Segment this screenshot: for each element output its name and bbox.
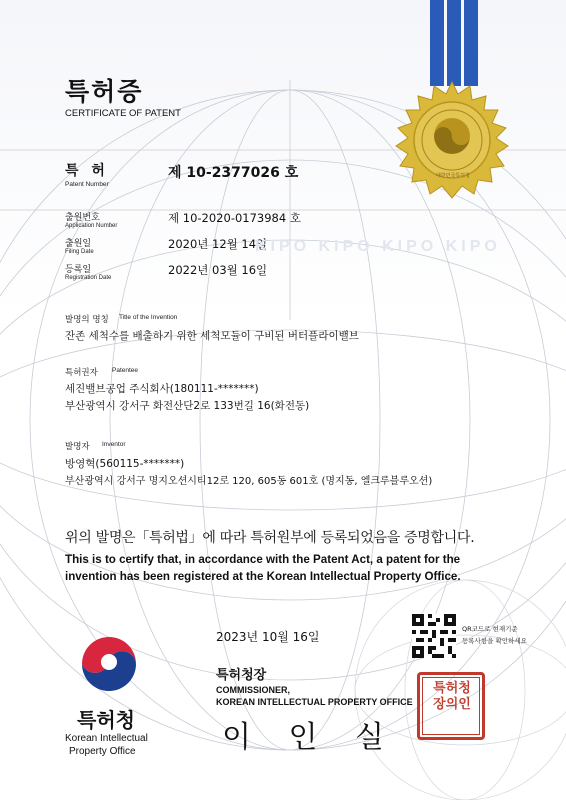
filing-label-en: Filing Date xyxy=(65,249,94,255)
kipo-watermark: KIPO KIPO KIPO KIPO xyxy=(255,238,501,255)
qr-caption-line1: QR코드로 현재기준 xyxy=(462,625,518,633)
kipo-logo-icon xyxy=(74,624,144,694)
commissioner-signature: 이 인 실 xyxy=(222,720,399,755)
application-label-ko: 출원번호 xyxy=(65,213,100,223)
inventor-address: 부산광역시 강서구 명지오션시티12로 120, 605동 601호 (명지동, 엘크루블루오션) xyxy=(65,476,433,487)
qr-code[interactable] xyxy=(412,614,456,658)
commissioner-title-en-line1: COMMISSIONER, xyxy=(216,685,291,695)
commissioner-title-ko: 특허청장 xyxy=(216,668,267,683)
registration-label-ko: 등록일 xyxy=(65,265,92,275)
patentee-label-en: Patentee xyxy=(112,367,139,374)
seal-text: 대한민국특허청 xyxy=(436,173,470,179)
certify-statement-ko: 위의 발명은「특허법」에 따라 특허원부에 등록되었음을 증명합니다. xyxy=(65,530,475,546)
qr-caption-line2: 등록사항을 확인하세요 xyxy=(462,637,527,645)
patentee-label-ko: 특허권자 xyxy=(65,368,98,378)
registration-label-en: Registration Date xyxy=(65,275,112,281)
patent-number: 제 10-2377026 호 xyxy=(168,165,299,181)
patent-label-en: Patent Number xyxy=(65,181,109,188)
filing-date: 2020년 12월 14일 xyxy=(168,237,268,251)
invention-label-en: Title of the Invention xyxy=(119,314,178,321)
logo-name-ko: 특허청 xyxy=(77,708,135,732)
application-number: 제 10-2020-0173984 호 xyxy=(168,211,301,225)
filing-label-ko: 출원일 xyxy=(65,239,92,249)
ribbon-right xyxy=(464,0,478,86)
application-label-en: Application Number xyxy=(65,223,118,229)
registration-date: 2022년 03월 16일 xyxy=(168,263,268,277)
inventor-name: 방영혁(560115-*******) xyxy=(65,458,185,470)
inventor-label-en: Inventor xyxy=(102,441,126,448)
patentee-address: 부산광역시 강서구 화전산단2로 133번길 16(화전동) xyxy=(65,400,310,412)
patentee-name: 세진밸브공업 주식회사(180111-*******) xyxy=(65,383,259,395)
official-stamp xyxy=(417,672,485,740)
certify-statement-en-line1: This is to certify that, in accordance with the Patent Act, a patent for the xyxy=(65,553,461,566)
issue-date: 2023년 10월 16일 xyxy=(216,630,320,644)
logo-name-en-line1: Korean Intellectual xyxy=(65,733,148,744)
inventor-label-ko: 발명자 xyxy=(65,442,90,452)
ribbon-left xyxy=(430,0,444,86)
invention-title: 잔존 세척수를 배출하기 위한 세척모듈이 구비된 버터플라이밸브 xyxy=(65,330,359,342)
invention-label-ko: 발명의 명칭 xyxy=(65,315,109,325)
gold-seal-icon xyxy=(392,80,512,200)
certificate-title: 특허증 xyxy=(65,77,144,106)
ribbon-middle xyxy=(447,0,461,86)
commissioner-title-en-line2: KOREAN INTELLECTUAL PROPERTY OFFICE xyxy=(216,697,413,707)
patent-label-ko: 특 허 xyxy=(65,163,109,179)
certificate-subtitle: CERTIFICATE OF PATENT xyxy=(65,108,181,119)
certify-statement-en-line2: invention has been registered at the Korean Intellectual Property Office. xyxy=(65,570,461,583)
logo-name-en-line2: Property Office xyxy=(69,746,136,757)
stamp-text: 특허청장의인 xyxy=(433,681,471,712)
